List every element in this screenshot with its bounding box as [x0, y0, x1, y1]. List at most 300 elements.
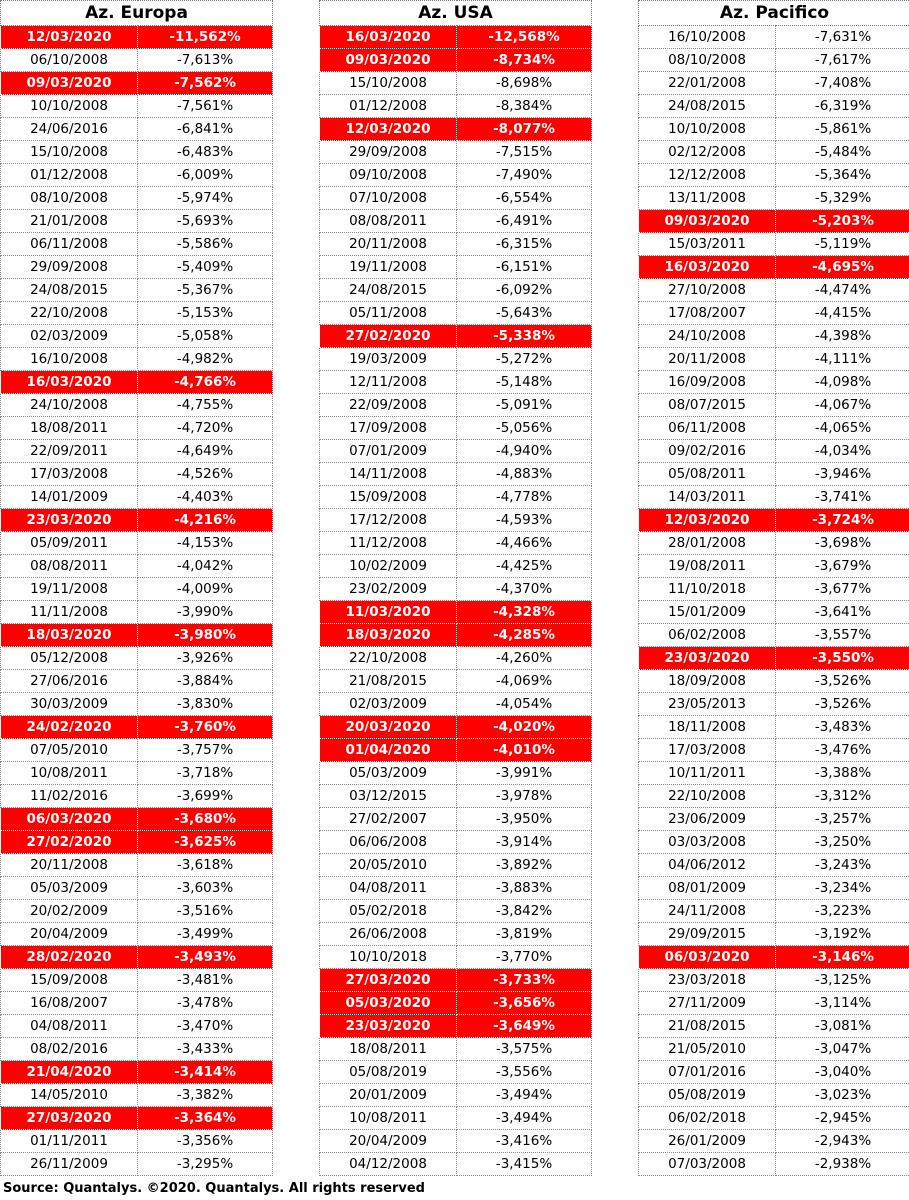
return-cell: -2,943%: [776, 1130, 909, 1153]
date-cell: 16/03/2020: [320, 26, 457, 49]
table-row-highlighted: [639, 256, 909, 279]
date-cell: 15/09/2008: [1, 969, 138, 992]
table-row: [1, 141, 273, 164]
return-cell: -4,111%: [776, 348, 909, 371]
date-cell: 16/03/2020: [639, 256, 776, 279]
table-row: [1, 762, 273, 785]
date-cell: 17/09/2008: [320, 417, 457, 440]
table-body: [1, 26, 273, 1176]
return-cell: -3,499%: [138, 923, 273, 946]
table-row-highlighted: [1, 624, 273, 647]
return-cell: -3,478%: [138, 992, 273, 1015]
table-row: [320, 1130, 592, 1153]
table-row-highlighted: [1, 1107, 273, 1130]
date-cell: 11/03/2020: [320, 601, 457, 624]
date-cell: 16/10/2008: [639, 26, 776, 49]
table-row: [639, 279, 909, 302]
table-row: [1, 164, 273, 187]
return-cell: -8,734%: [457, 49, 592, 72]
date-cell: 06/03/2020: [1, 808, 138, 831]
date-cell: 14/03/2011: [639, 486, 776, 509]
return-cell: -3,741%: [776, 486, 909, 509]
date-cell: 13/11/2008: [639, 187, 776, 210]
date-cell: 05/11/2008: [320, 302, 457, 325]
return-cell: -4,034%: [776, 440, 909, 463]
return-cell: -3,991%: [457, 762, 592, 785]
return-cell: -4,695%: [776, 256, 909, 279]
return-cell: -3,470%: [138, 1015, 273, 1038]
table-row: [320, 808, 592, 831]
date-cell: 26/06/2008: [320, 923, 457, 946]
return-cell: -3,980%: [138, 624, 273, 647]
date-cell: 24/08/2015: [1, 279, 138, 302]
date-cell: 04/06/2012: [639, 854, 776, 877]
return-cell: -7,490%: [457, 164, 592, 187]
table-header-row: [639, 1, 909, 26]
return-cell: -4,069%: [457, 670, 592, 693]
return-cell: -7,515%: [457, 141, 592, 164]
date-cell: 02/12/2008: [639, 141, 776, 164]
table-row: [1, 440, 273, 463]
return-cell: -4,370%: [457, 578, 592, 601]
date-cell: 24/11/2008: [639, 900, 776, 923]
table-row-highlighted: [320, 739, 592, 762]
return-cell: -3,526%: [776, 693, 909, 716]
return-cell: -3,698%: [776, 532, 909, 555]
date-cell: 16/09/2008: [639, 371, 776, 394]
return-cell: -5,056%: [457, 417, 592, 440]
date-cell: 20/11/2008: [1, 854, 138, 877]
date-cell: 08/07/2015: [639, 394, 776, 417]
table-row: [320, 486, 592, 509]
date-cell: 05/08/2019: [639, 1084, 776, 1107]
table-row-highlighted: [320, 716, 592, 739]
date-cell: 11/02/2016: [1, 785, 138, 808]
table-row: [639, 49, 909, 72]
table-row: [639, 1084, 909, 1107]
return-cell: -4,067%: [776, 394, 909, 417]
date-cell: 19/08/2011: [639, 555, 776, 578]
date-cell: 05/09/2011: [1, 532, 138, 555]
table-row: [320, 647, 592, 670]
date-cell: 15/03/2011: [639, 233, 776, 256]
date-cell: 06/11/2008: [639, 417, 776, 440]
return-cell: -3,493%: [138, 946, 273, 969]
return-cell: -3,557%: [776, 624, 909, 647]
date-cell: 09/03/2020: [320, 49, 457, 72]
table-row: [639, 371, 909, 394]
return-cell: -3,047%: [776, 1038, 909, 1061]
date-cell: 01/12/2008: [1, 164, 138, 187]
table-row: [639, 302, 909, 325]
date-cell: 05/03/2020: [320, 992, 457, 1015]
return-cell: -3,892%: [457, 854, 592, 877]
table-row: [320, 210, 592, 233]
return-cell: -3,990%: [138, 601, 273, 624]
return-cell: -3,223%: [776, 900, 909, 923]
return-cell: -4,649%: [138, 440, 273, 463]
table-row: [1, 1153, 273, 1176]
return-cell: -5,484%: [776, 141, 909, 164]
table-row: [639, 578, 909, 601]
date-cell: 28/02/2020: [1, 946, 138, 969]
date-cell: 10/10/2008: [1, 95, 138, 118]
table-row: [639, 118, 909, 141]
table-row: [1, 256, 273, 279]
table-row-highlighted: [639, 210, 909, 233]
return-cell: -11,562%: [138, 26, 273, 49]
date-cell: 07/05/2010: [1, 739, 138, 762]
return-cell: -5,153%: [138, 302, 273, 325]
table-row: [1, 49, 273, 72]
return-cell: -4,778%: [457, 486, 592, 509]
return-cell: -5,367%: [138, 279, 273, 302]
date-cell: 21/04/2020: [1, 1061, 138, 1084]
return-cell: -6,151%: [457, 256, 592, 279]
date-cell: 12/03/2020: [639, 509, 776, 532]
date-cell: 22/10/2008: [320, 647, 457, 670]
table-row-highlighted: [639, 509, 909, 532]
return-cell: -4,755%: [138, 394, 273, 417]
table-row: [639, 1015, 909, 1038]
date-cell: 08/10/2008: [1, 187, 138, 210]
table-row: [1, 95, 273, 118]
table-row: [320, 509, 592, 532]
date-cell: 20/01/2009: [320, 1084, 457, 1107]
date-cell: 20/02/2009: [1, 900, 138, 923]
table-row: [639, 900, 909, 923]
table-title: Az. Pacifico: [639, 1, 909, 26]
table-row: [639, 624, 909, 647]
return-cell: -3,415%: [457, 1153, 592, 1176]
return-cell: -6,483%: [138, 141, 273, 164]
return-cell: -3,414%: [138, 1061, 273, 1084]
return-cell: -4,009%: [138, 578, 273, 601]
date-cell: 14/01/2009: [1, 486, 138, 509]
return-cell: -6,841%: [138, 118, 273, 141]
date-cell: 16/10/2008: [1, 348, 138, 371]
table-row: [1, 555, 273, 578]
return-cell: -4,285%: [457, 624, 592, 647]
table-row: [320, 417, 592, 440]
return-cell: -3,760%: [138, 716, 273, 739]
date-cell: 21/05/2010: [639, 1038, 776, 1061]
table-row: [639, 762, 909, 785]
return-cell: -3,649%: [457, 1015, 592, 1038]
return-cell: -3,312%: [776, 785, 909, 808]
return-cell: -8,698%: [457, 72, 592, 95]
return-cell: -3,699%: [138, 785, 273, 808]
date-cell: 06/02/2018: [639, 1107, 776, 1130]
date-cell: 11/12/2008: [320, 532, 457, 555]
date-cell: 07/03/2008: [639, 1153, 776, 1176]
table-row: [639, 693, 909, 716]
date-cell: 21/08/2015: [639, 1015, 776, 1038]
table-row: [320, 371, 592, 394]
table-row: [1, 1130, 273, 1153]
table-row: [320, 946, 592, 969]
table-row: [1, 785, 273, 808]
date-cell: 22/10/2008: [639, 785, 776, 808]
table-row: [320, 394, 592, 417]
table-row: [320, 785, 592, 808]
return-cell: -5,693%: [138, 210, 273, 233]
return-cell: -5,586%: [138, 233, 273, 256]
return-cell: -4,098%: [776, 371, 909, 394]
table-row: [639, 187, 909, 210]
table-row: [639, 532, 909, 555]
return-cell: -3,603%: [138, 877, 273, 900]
table-row: [639, 716, 909, 739]
date-cell: 11/11/2008: [1, 601, 138, 624]
return-cell: -2,945%: [776, 1107, 909, 1130]
table-row: [320, 900, 592, 923]
table-row: [639, 1061, 909, 1084]
return-cell: -4,883%: [457, 463, 592, 486]
return-cell: -3,978%: [457, 785, 592, 808]
table-row: [639, 417, 909, 440]
date-cell: 27/10/2008: [639, 279, 776, 302]
date-cell: 30/03/2009: [1, 693, 138, 716]
date-cell: 24/06/2016: [1, 118, 138, 141]
table-row: [639, 1130, 909, 1153]
return-cell: -5,058%: [138, 325, 273, 348]
date-cell: 18/03/2020: [320, 624, 457, 647]
table-row: [320, 164, 592, 187]
table-row: [639, 95, 909, 118]
table-row-highlighted: [1, 831, 273, 854]
date-cell: 21/01/2008: [1, 210, 138, 233]
return-cell: -3,625%: [138, 831, 273, 854]
date-cell: 06/02/2008: [639, 624, 776, 647]
date-cell: 19/03/2009: [320, 348, 457, 371]
table-row: [639, 739, 909, 762]
return-cell: -3,234%: [776, 877, 909, 900]
return-cell: -3,146%: [776, 946, 909, 969]
date-cell: 24/08/2015: [320, 279, 457, 302]
date-cell: 12/03/2020: [1, 26, 138, 49]
table-row: [1, 348, 273, 371]
table-row: [639, 785, 909, 808]
return-cell: -3,830%: [138, 693, 273, 716]
table-row: [639, 555, 909, 578]
return-cell: -4,398%: [776, 325, 909, 348]
date-cell: 01/11/2011: [1, 1130, 138, 1153]
table-row: [320, 923, 592, 946]
date-cell: 10/10/2008: [639, 118, 776, 141]
return-cell: -4,328%: [457, 601, 592, 624]
table-row: [320, 762, 592, 785]
return-cell: -5,861%: [776, 118, 909, 141]
table-row-highlighted: [320, 26, 592, 49]
return-cell: -3,733%: [457, 969, 592, 992]
date-cell: 29/09/2015: [639, 923, 776, 946]
table-row: [320, 95, 592, 118]
return-cell: -5,364%: [776, 164, 909, 187]
date-cell: 27/03/2020: [1, 1107, 138, 1130]
return-cell: -3,494%: [457, 1107, 592, 1130]
return-cell: -3,884%: [138, 670, 273, 693]
date-cell: 07/01/2016: [639, 1061, 776, 1084]
return-cell: -3,883%: [457, 877, 592, 900]
date-cell: 05/02/2018: [320, 900, 457, 923]
table-row: [1, 417, 273, 440]
table-row-highlighted: [639, 946, 909, 969]
return-cell: -4,054%: [457, 693, 592, 716]
table-row: [320, 670, 592, 693]
return-cell: -6,315%: [457, 233, 592, 256]
return-cell: -3,926%: [138, 647, 273, 670]
table-row: [320, 578, 592, 601]
table-row: [1, 325, 273, 348]
table-az-usa: [319, 0, 592, 1176]
date-cell: 23/03/2018: [639, 969, 776, 992]
return-cell: -7,631%: [776, 26, 909, 49]
date-cell: 07/10/2008: [320, 187, 457, 210]
return-cell: -3,950%: [457, 808, 592, 831]
return-cell: -3,556%: [457, 1061, 592, 1084]
date-cell: 14/05/2010: [1, 1084, 138, 1107]
date-cell: 20/11/2008: [320, 233, 457, 256]
date-cell: 22/09/2011: [1, 440, 138, 463]
table-row: [1, 394, 273, 417]
date-cell: 05/03/2009: [1, 877, 138, 900]
date-cell: 10/10/2018: [320, 946, 457, 969]
date-cell: 10/08/2011: [1, 762, 138, 785]
return-cell: -5,409%: [138, 256, 273, 279]
table-row: [1, 279, 273, 302]
date-cell: 18/08/2011: [320, 1038, 457, 1061]
table-row: [1, 1015, 273, 1038]
table-row: [1, 210, 273, 233]
date-cell: 28/01/2008: [639, 532, 776, 555]
table-row: [1, 854, 273, 877]
return-cell: -4,010%: [457, 739, 592, 762]
table-row: [639, 601, 909, 624]
table-row: [320, 854, 592, 877]
date-cell: 17/03/2008: [639, 739, 776, 762]
return-cell: -3,526%: [776, 670, 909, 693]
date-cell: 07/01/2009: [320, 440, 457, 463]
date-cell: 08/01/2009: [639, 877, 776, 900]
table-row: [320, 463, 592, 486]
table-row: [320, 348, 592, 371]
table-row: [320, 1153, 592, 1176]
date-cell: 20/11/2008: [639, 348, 776, 371]
return-cell: -3,243%: [776, 854, 909, 877]
table-row: [1, 302, 273, 325]
date-cell: 10/02/2009: [320, 555, 457, 578]
date-cell: 23/02/2009: [320, 578, 457, 601]
return-cell: -4,042%: [138, 555, 273, 578]
date-cell: 22/09/2008: [320, 394, 457, 417]
date-cell: 15/10/2008: [320, 72, 457, 95]
date-cell: 22/01/2008: [639, 72, 776, 95]
date-cell: 08/10/2008: [639, 49, 776, 72]
table-row: [320, 877, 592, 900]
return-cell: -5,974%: [138, 187, 273, 210]
table-row-highlighted: [1, 1061, 273, 1084]
table-row: [1, 233, 273, 256]
return-cell: -7,617%: [776, 49, 909, 72]
return-cell: -2,938%: [776, 1153, 909, 1176]
date-cell: 20/03/2020: [320, 716, 457, 739]
table-row: [1, 693, 273, 716]
return-cell: -3,382%: [138, 1084, 273, 1107]
date-cell: 22/10/2008: [1, 302, 138, 325]
table-row: [639, 670, 909, 693]
table-row: [1, 647, 273, 670]
return-cell: -4,403%: [138, 486, 273, 509]
date-cell: 01/04/2020: [320, 739, 457, 762]
return-cell: -5,329%: [776, 187, 909, 210]
return-cell: -3,618%: [138, 854, 273, 877]
table-row: [320, 141, 592, 164]
date-cell: 09/02/2016: [639, 440, 776, 463]
return-cell: -4,720%: [138, 417, 273, 440]
table-row: [320, 440, 592, 463]
table-row: [639, 1107, 909, 1130]
date-cell: 05/03/2009: [320, 762, 457, 785]
return-cell: -4,216%: [138, 509, 273, 532]
return-cell: -3,575%: [457, 1038, 592, 1061]
table-row: [1, 670, 273, 693]
return-cell: -5,338%: [457, 325, 592, 348]
return-cell: -3,946%: [776, 463, 909, 486]
return-cell: -3,483%: [776, 716, 909, 739]
return-cell: -6,554%: [457, 187, 592, 210]
return-cell: -3,416%: [457, 1130, 592, 1153]
return-cell: -4,425%: [457, 555, 592, 578]
return-cell: -5,203%: [776, 210, 909, 233]
return-cell: -4,065%: [776, 417, 909, 440]
return-cell: -3,250%: [776, 831, 909, 854]
date-cell: 24/08/2015: [639, 95, 776, 118]
table-row: [639, 233, 909, 256]
date-cell: 14/11/2008: [320, 463, 457, 486]
date-cell: 09/10/2008: [320, 164, 457, 187]
date-cell: 09/03/2020: [639, 210, 776, 233]
date-cell: 21/08/2015: [320, 670, 457, 693]
table-row: [639, 26, 909, 49]
date-cell: 27/03/2020: [320, 969, 457, 992]
return-cell: -3,364%: [138, 1107, 273, 1130]
date-cell: 27/02/2007: [320, 808, 457, 831]
date-cell: 24/10/2008: [1, 394, 138, 417]
table-row: [1, 900, 273, 923]
return-cell: -4,982%: [138, 348, 273, 371]
return-cell: -3,295%: [138, 1153, 273, 1176]
source-note: Source: Quantalys. ©2020. Quantalys. All rights reserved: [3, 1181, 425, 1196]
return-cell: -6,319%: [776, 95, 909, 118]
return-cell: -3,677%: [776, 578, 909, 601]
return-cell: -4,526%: [138, 463, 273, 486]
date-cell: 06/03/2020: [639, 946, 776, 969]
table-row: [639, 877, 909, 900]
table-row: [1, 601, 273, 624]
table-row: [1, 532, 273, 555]
table-row: [639, 394, 909, 417]
table-row: [639, 1153, 909, 1176]
table-row-highlighted: [1, 371, 273, 394]
return-cell: -6,092%: [457, 279, 592, 302]
return-cell: -3,757%: [138, 739, 273, 762]
date-cell: 06/10/2008: [1, 49, 138, 72]
return-cell: -4,474%: [776, 279, 909, 302]
date-cell: 24/10/2008: [639, 325, 776, 348]
date-cell: 20/04/2009: [1, 923, 138, 946]
return-cell: -3,257%: [776, 808, 909, 831]
